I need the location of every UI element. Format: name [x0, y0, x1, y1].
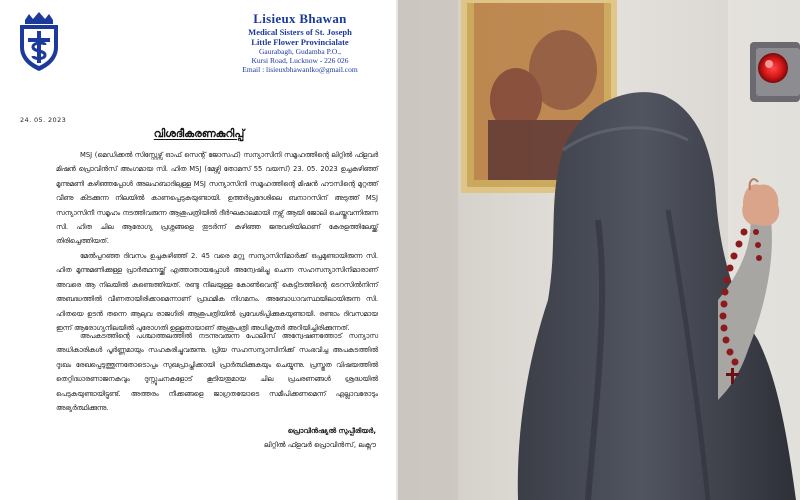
paragraph-3: അപകടത്തിന്റെ പശ്ചാത്തലത്തിൽ നടന്നുവരുന്ന പോലീസ് അന്വേഷണത്തോട് സന്യാസ അധികാരികൾ പൂർണ്ണമായും സഹകരിച്ചുവരുന്നു. പ്രിയ സഹസന്യാസിനിക്ക് സംഭവിച്ച അപകടത്തിൽ ദുഃഖം രേഖപ്പെടുത്തുന്നതോടൊപ്പം സുഖപ്രാപ്തിക്കായി പ്രാർത്ഥിക്കുകയും ചെയ്യുന്നു. പ്രസ്തുത വിഷയത്തിൽ തെറ്റിദ്ധാരണാജനകവും ദുസ്സൂചനകളോട് കൂടിയതുമായ ചില പ്രചരണങ്ങൾ ശ്രദ്ധയിൽ പെടുകയുണ്ടായിട്ടുണ്ട്. അത്തരം നീക്കങ്ങളെ ജാഗ്രതയോടെ സമീപിക്കണമെന്ന് എല്ലാവരോടും അഭ്യർത്ഥിക്കുന്നു. — [56, 332, 378, 413]
address-line-2: Kursi Road, Lucknow - 226 026 — [251, 56, 349, 65]
document-title — [0, 128, 398, 141]
signature-title: പ്രൊവിൻഷ്യൽ സുപ്പീരിയർ, — [287, 427, 376, 435]
letterhead — [212, 11, 388, 74]
paragraph-2: മേൽപ്പറഞ്ഞ ദിവസം ഉച്ചകഴിഞ്ഞ് 2. 45 വരെ മറ്റു സന്യാസിനിമാർക്ക് ഒപ്പമുണ്ടായിരുന്ന സി. ഹിത മൂന്നുമണിക്കുള്ള പ്രാർത്ഥനയ്ക്ക് എത്താതായപ്പോൾ അന്വേഷിച്ചു ചെന്ന സഹസന്യാസിനിമാരാണ് അവരെ ആ നിലയിൽ കണ്ടെത്തിയത്. രണ്ടു നിലയുള്ള കോൺവെന്റ് കെട്ടിടത്തിന്റെ ടെറസിൽനിന്ന് അബദ്ധത്തിൽ വീണതായിരിക്കാമെന്നാണ് പ്രാഥമിക നിഗമനം. അബോധാവസ്ഥയിലായിരുന്ന സി. ഹിതയെ ഉടൻ തന്നെ ആലുവ രാജഗിരി ആശുപത്രിയിൽ പ്രവേശിപ്പിക്കുകയുണ്ടായി. രണ്ടാം ദിവസമായ ഇന്ന് ആരോഗ്യനിലയിൽ പുരോഗതി ഉള്ളതായാണ് ആശുപത്രി അധികൃതർ അറിയിച്ചിരിക്കുന്നത്. — [56, 252, 378, 333]
org-name: Lisieux Bhawan — [253, 11, 347, 26]
red-light-device — [750, 42, 800, 102]
msj-emblem-icon — [14, 11, 64, 73]
photo-illustration — [398, 0, 800, 500]
paragraph-1: MSJ (മെഡിക്കൽ സിസ്റ്റേഴ്സ് ഓഫ് സെന്റ് ജോസഫ്) സന്യാസിനി സമൂഹത്തിന്റെ ലിറ്റിൽ ഫ്ളവർ മിഷൻ പ്രൊവിൻസ് അംഗമായ സി. ഹിത MSJ (മേഴ്സി തോമസ് 55 വയസ്) 23. 05. 2023 ഉച്ചകഴിഞ്ഞ് മൂന്നുമണി കഴിഞ്ഞപ്പോൾ അലഹബാദിലുള്ള MSJ സന്യാസിനി സമൂഹത്തിന്റെ മിഷൻ ഹൗസിന്റെ മുറ്റത്ത് വീണു കിടക്കുന്ന നിലയിൽ കാണപ്പെടുകയുണ്ടായി. ഉത്തർപ്രദേശിലെ ബനാറസിന് അടുത്ത് MSJ സന്യാസിനീ സമൂഹം നടത്തിവരുന്ന ആശുപത്രിയിൽ ദീർഘകാലമായി നഴ്സ് ആയി ജോലി ചെയ്തുവന്നിരുന്ന സി. ഹിത ചില ആരോഗ്യ പ്രശ്നങ്ങളെ തുടർന്ന് കഴിഞ്ഞ ജനുവരിയിലാണ് കേരളത്തിലേയ്ക്ക് തിരിച്ചെത്തിയത്. — [56, 151, 378, 246]
address-line-1: Gaurabagh, Gudamba P.O., — [258, 47, 342, 56]
org-line-2: Little Flower Provincialate — [251, 37, 349, 47]
press-release-letter — [0, 0, 398, 500]
org-line-1: Medical Sisters of St. Joseph — [248, 27, 352, 37]
document-title-text: വിശദീകരണകുറിപ്പ് — [153, 128, 245, 140]
letter-date: 24. 05. 2023 — [20, 116, 67, 124]
signature-org: ലിറ്റിൽ ഫ്ളവർ പ്രൊവിൻസ്, ലക്നൗ — [264, 441, 376, 449]
email-line: Email : lisieuxbhawanlko@gmail.com — [242, 65, 358, 74]
nun-with-rosary-photo — [398, 0, 800, 500]
signature-block — [264, 424, 376, 452]
